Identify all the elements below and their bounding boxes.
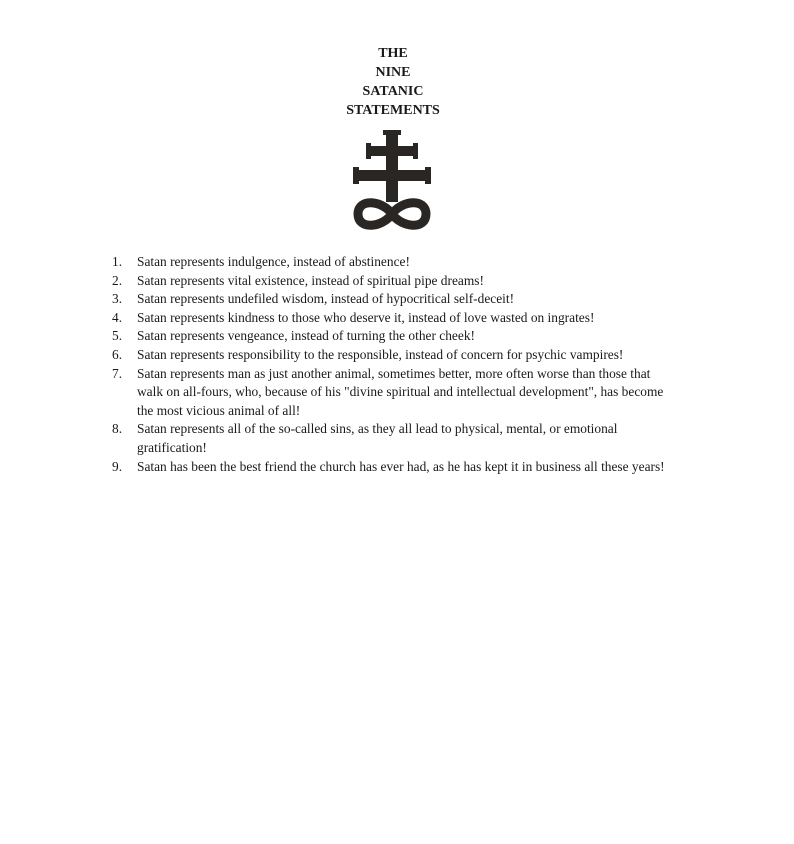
document-title bbox=[0, 44, 786, 120]
list-item bbox=[112, 458, 672, 477]
list-item bbox=[112, 327, 672, 346]
leviathan-cross-icon bbox=[342, 130, 442, 236]
item-text: Satan represents all of the so-called sins, as they all lead to physical, mental, or emotional gratification! bbox=[137, 421, 618, 455]
item-text: Satan represents indulgence, instead of abstinence! bbox=[137, 254, 410, 269]
item-text: Satan represents man as just another animal, sometimes better, more often worse than those that walk on all-fours, who, because of his "divine spiritual and intellectual development", has become the most vicious animal of all! bbox=[137, 365, 664, 418]
list-item bbox=[112, 346, 672, 365]
title-line: STATEMENTS bbox=[346, 103, 440, 118]
item-text: Satan represents vital existence, instead of spiritual pipe dreams! bbox=[137, 272, 484, 288]
item-number: 6. bbox=[112, 346, 123, 362]
title-line: SATANIC bbox=[362, 84, 424, 99]
item-number: 4. bbox=[112, 309, 123, 325]
title-line: NINE bbox=[375, 65, 411, 80]
item-text: Satan represents responsibility to the responsible, instead of concern for psychic vampires! bbox=[137, 346, 624, 362]
list-item bbox=[112, 420, 672, 457]
item-number: 7. bbox=[112, 365, 123, 381]
item-number: 9. bbox=[112, 458, 123, 474]
list-item bbox=[112, 309, 672, 328]
item-number: 1. bbox=[112, 254, 123, 269]
title-line: THE bbox=[378, 46, 408, 61]
list-item bbox=[112, 253, 672, 272]
item-number: 8. bbox=[112, 421, 123, 437]
item-text: Satan has been the best friend the church has ever had, as he has kept it in business all these years! bbox=[137, 458, 665, 474]
statements-list bbox=[112, 253, 672, 476]
list-item bbox=[112, 365, 672, 421]
item-number: 2. bbox=[112, 272, 123, 288]
item-text: Satan represents vengeance, instead of turning the other cheek! bbox=[137, 328, 475, 344]
list-item bbox=[112, 290, 672, 309]
item-number: 5. bbox=[112, 328, 123, 344]
list-item bbox=[112, 272, 672, 291]
item-text: Satan represents kindness to those who deserve it, instead of love wasted on ingrates! bbox=[137, 309, 595, 325]
item-number: 3. bbox=[112, 291, 123, 307]
item-text: Satan represents undefiled wisdom, instead of hypocritical self-deceit! bbox=[137, 291, 515, 307]
